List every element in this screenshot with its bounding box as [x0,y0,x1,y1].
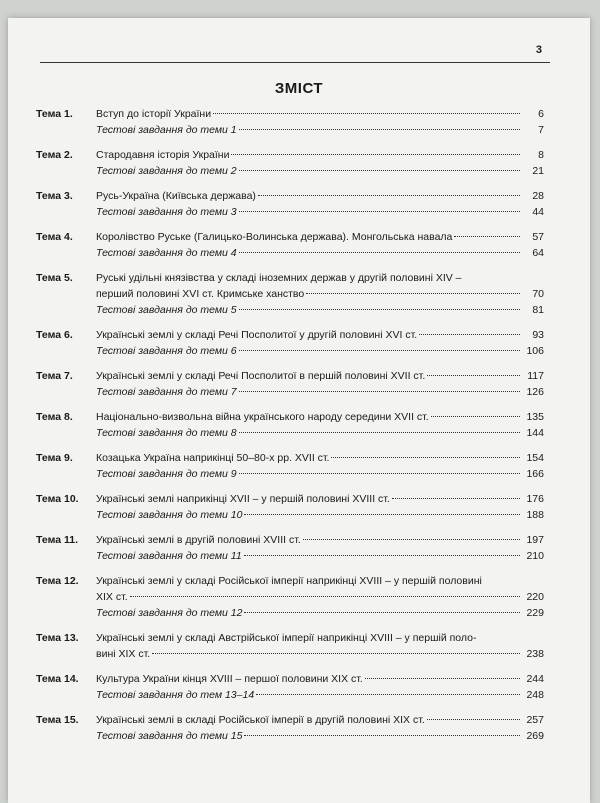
toc-entry [36,327,544,359]
test-page-number: 64 [532,247,544,259]
test-title-text: Тестові завдання до теми 15 [96,730,243,742]
topic-title-line [96,589,544,605]
topic-page-number: 220 [526,591,544,603]
dot-leader [152,653,520,654]
topic-page-number: 6 [538,108,544,120]
toc-test-row[interactable] [36,507,544,523]
test-title-text: Тестові завдання до теми 8 [96,427,237,439]
toc-entry [36,712,544,744]
test-page-number: 7 [538,124,544,136]
topic-label: Тема 10. [36,493,79,505]
dot-leader [258,195,520,196]
dot-leader [239,211,520,212]
topic-title-text: перший половині XVI ст. Кримське ханство [96,288,305,300]
topic-title-text: Українські землі у складі Речі Посполитої у другій половині XVI ст. [96,329,418,341]
topic-title-block [96,270,544,302]
topic-label: Тема 9. [36,452,73,464]
toc-entry [36,671,544,703]
toc-test-row[interactable] [36,425,544,441]
topic-page-number: 244 [526,673,544,685]
topic-title-text: Королівство Руське (Галицько-Волинська держава). Монгольська навала [96,231,453,243]
test-title-text: Тестові завдання до теми 3 [96,206,237,218]
topic-label: Тема 15. [36,714,79,726]
topic-title-block [96,712,544,728]
topic-title-line [96,147,544,163]
test-title-text: Тестові завдання до теми 11 [96,550,242,562]
topic-title-text: Національно-визвольна війна українського народу середини XVII ст. [96,411,429,423]
topic-title-text: Українські землі наприкінці XVII – у першій половині XVIII ст. [96,493,390,505]
topic-title-line [96,532,544,548]
toc-test-row[interactable] [36,343,544,359]
toc-topic-row[interactable] [36,671,544,687]
topic-label: Тема 5. [36,272,73,284]
test-page-number: 188 [526,509,544,521]
toc-topic-row[interactable] [36,573,544,605]
dot-leader [239,350,520,351]
topic-page-number: 28 [532,190,544,202]
test-title-text: Тестові завдання до теми 4 [96,247,237,259]
toc-topic-row[interactable] [36,368,544,384]
topic-page-number: 238 [526,648,544,660]
toc-topic-row[interactable] [36,106,544,122]
test-page-number: 106 [526,345,544,357]
topic-label: Тема 3. [36,190,73,202]
topic-title-line [96,188,544,204]
topic-label: Тема 4. [36,231,73,243]
dot-leader [392,498,520,499]
toc-test-row[interactable] [36,302,544,318]
test-page-number: 269 [526,730,544,742]
topic-label: Тема 12. [36,575,79,587]
topic-title-line [96,646,544,662]
topic-title-block [96,630,544,662]
topic-label: Тема 8. [36,411,73,423]
toc-entry [36,147,544,179]
topic-title-block [96,671,544,687]
topic-title-text: Стародавня історія України [96,149,230,161]
topic-label: Тема 6. [36,329,73,341]
toc-test-row[interactable] [36,384,544,400]
toc-test-row[interactable] [36,728,544,744]
topic-title-text: Вступ до історії України [96,108,212,120]
toc-topic-row[interactable] [36,270,544,302]
header-rule [40,62,550,63]
topic-page-number: 176 [526,493,544,505]
toc-topic-row[interactable] [36,532,544,548]
test-title-text: Тестові завдання до теми 5 [96,304,237,316]
dot-leader [239,391,520,392]
dot-leader [427,719,520,720]
topic-label: Тема 14. [36,673,79,685]
topic-title-line [96,229,544,245]
test-page-number: 166 [526,468,544,480]
dot-leader [244,735,520,736]
toc-test-row[interactable] [36,687,544,703]
dot-leader [244,555,520,556]
test-title-text: Тестові завдання до тем 13–14 [96,689,255,701]
toc-topic-row[interactable] [36,147,544,163]
topic-title-block [96,491,544,507]
test-page-number: 44 [532,206,544,218]
topic-title-block [96,573,544,605]
topic-title-block [96,188,544,204]
test-page-number: 210 [526,550,544,562]
test-page-number: 144 [526,427,544,439]
topic-label: Тема 13. [36,632,79,644]
dot-leader [213,113,520,114]
topic-label: Тема 11. [36,534,78,546]
topic-title-line [96,671,544,687]
topic-page-number: 257 [526,714,544,726]
topic-label: Тема 1. [36,108,73,120]
toc-topic-row[interactable] [36,630,544,662]
toc-test-row[interactable] [36,466,544,482]
test-title-text: Тестові завдання до теми 2 [96,165,237,177]
topic-label: Тема 2. [36,149,73,161]
topic-title-text: Українські землі в другій половині XVIII ст. [96,534,301,546]
dot-leader [239,309,520,310]
table-of-contents [36,106,544,753]
dot-leader [231,154,520,155]
dot-leader [419,334,520,335]
topic-title-block [96,532,544,548]
dot-leader [244,514,520,515]
topic-page-number: 93 [532,329,544,341]
topic-title-text: Культура України кінця XVIII – першої половини XIX ст. [96,673,363,685]
dot-leader [454,236,520,237]
toc-entry [36,573,544,621]
toc-test-row[interactable] [36,605,544,621]
dot-leader [239,473,520,474]
page-number: 3 [535,44,542,56]
test-page-number: 21 [532,165,544,177]
topic-title-block [96,450,544,466]
test-title-text: Тестові завдання до теми 6 [96,345,237,357]
topic-page-number: 57 [532,231,544,243]
topic-title-block [96,106,544,122]
toc-test-row[interactable] [36,122,544,138]
topic-title-block [96,229,544,245]
dot-leader [239,129,520,130]
topic-title-text: Українські землі у складі Російської імперії наприкінці XVIII – у першій половині [96,575,482,587]
test-page-number: 126 [526,386,544,398]
topic-page-number: 154 [526,452,544,464]
dot-leader [427,375,520,376]
dot-leader [306,293,520,294]
toc-topic-row[interactable] [36,409,544,425]
test-title-text: Тестові завдання до теми 12 [96,607,243,619]
toc-topic-row[interactable] [36,188,544,204]
toc-title: ЗМІСТ [274,80,324,97]
topic-title-line [96,409,544,425]
toc-topic-row[interactable] [36,327,544,343]
topic-title-line [96,450,544,466]
topic-title-line [96,573,544,589]
dot-leader [256,694,520,695]
topic-page-number: 8 [538,149,544,161]
toc-topic-row[interactable] [36,712,544,728]
toc-test-row[interactable] [36,204,544,220]
topic-page-number: 197 [526,534,544,546]
toc-entry [36,270,544,318]
topic-title-line [96,270,544,286]
test-page-number: 81 [532,304,544,316]
topic-title-text: Українські землі в складі Російської імперії в другій половині XIX ст. [96,714,425,726]
toc-entry [36,188,544,220]
topic-title-text: вині XIX ст. [96,648,151,660]
toc-test-row[interactable] [36,163,544,179]
toc-entry [36,450,544,482]
topic-title-line [96,630,544,646]
test-page-number: 229 [526,607,544,619]
test-title-text: Тестові завдання до теми 9 [96,468,237,480]
topic-page-number: 135 [526,411,544,423]
test-title-text: Тестові завдання до теми 7 [96,386,237,398]
topic-page-number: 70 [532,288,544,300]
toc-entry [36,409,544,441]
topic-title-line [96,286,544,302]
topic-title-text: Руські удільні князівства у складі іноземних держав у другій половині XIV – [96,272,462,284]
topic-title-text: Українські землі у складі Речі Посполитої в першій половині XVII ст. [96,370,426,382]
topic-title-text: Українські землі у складі Австрійської імперії наприкінці XVIII – у першій поло- [96,632,477,644]
toc-topic-row[interactable] [36,229,544,245]
test-page-number: 248 [526,689,544,701]
toc-entry [36,491,544,523]
topic-label: Тема 7. [36,370,73,382]
toc-entry [36,630,544,662]
test-title-text: Тестові завдання до теми 10 [96,509,243,521]
toc-entry [36,106,544,138]
topic-title-block [96,368,544,384]
topic-title-line [96,712,544,728]
toc-test-row[interactable] [36,245,544,261]
toc-entry [36,229,544,261]
toc-topic-row[interactable] [36,450,544,466]
dot-leader [239,252,520,253]
toc-entry [36,532,544,564]
dot-leader [239,432,520,433]
topic-title-text: XIX ст. [96,591,128,603]
toc-test-row[interactable] [36,548,544,564]
dot-leader [431,416,520,417]
dot-leader [365,678,520,679]
dot-leader [130,596,520,597]
topic-title-line [96,368,544,384]
toc-topic-row[interactable] [36,491,544,507]
topic-title-text: Козацька Україна наприкінці 50–80-х рр. XVII ст. [96,452,330,464]
topic-title-line [96,491,544,507]
toc-entry [36,368,544,400]
topic-title-line [96,106,544,122]
topic-page-number: 117 [527,370,544,382]
book-page [8,18,590,803]
dot-leader [239,170,520,171]
topic-title-block [96,147,544,163]
topic-title-block [96,409,544,425]
topic-title-text: Русь-Україна (Київська держава) [96,190,256,202]
dot-leader [303,539,520,540]
topic-title-line [96,327,544,343]
test-title-text: Тестові завдання до теми 1 [96,124,237,136]
dot-leader [244,612,520,613]
dot-leader [331,457,520,458]
topic-title-block [96,327,544,343]
